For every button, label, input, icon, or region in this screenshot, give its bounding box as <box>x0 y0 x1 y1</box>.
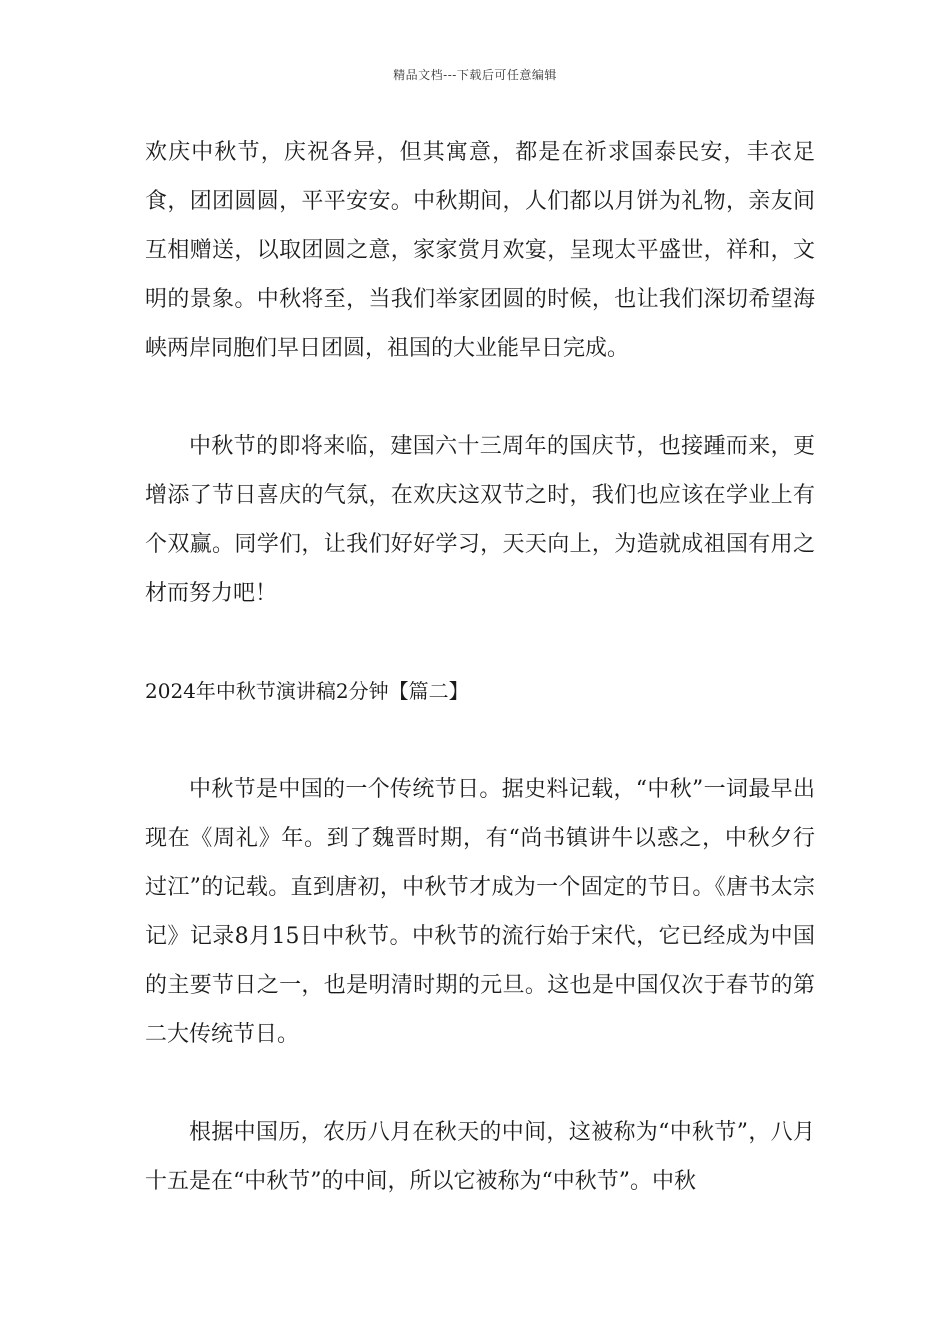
document-body <box>145 128 815 1206</box>
paragraph-3: 中秋节是中国的一个传统节日。据史料记载，“中秋”一词最早出现在《周礼》年。到了魏晋时期，有“尚书镇讲牛以惑之，中秋夕行过江”的记载。直到唐初，中秋节才成为一个固定的节日。《唐书太宗记》记录8月15日中秋节。中秋节的流行始于宋代，它已经成为中国的主要节日之一，也是明清时期的元旦。这也是中国仅次于春节的第二大传统节日。 <box>145 777 815 1047</box>
section-heading: 2024年中秋节演讲稿2分钟【篇二】 <box>145 679 469 703</box>
paragraph-2: 中秋节的即将来临，建国六十三周年的国庆节，也接踵而来，更增添了节日喜庆的气氛，在欢庆这双节之时，我们也应该在学业上有个双赢。同学们，让我们好好学习，天天向上，为造就成祖国有用之材而努力吧！ <box>145 434 815 606</box>
page-header: 精品文档---下载后可任意编辑 <box>393 68 557 82</box>
paragraph-1: 欢庆中秋节，庆祝各异，但其寓意，都是在祈求国泰民安，丰衣足食，团团圆圆，平平安安。中秋期间，人们都以月饼为礼物，亲友间互相赠送，以取团圆之意，家家赏月欢宴，呈现太平盛世，祥和，文明的景象。中秋将至，当我们举家团圆的时候，也让我们深切希望海峡两岸同胞们早日团圆，祖国的大业能早日完成。 <box>145 140 815 361</box>
paragraph-gap <box>145 1059 815 1108</box>
paragraph-gap <box>145 373 815 422</box>
paragraph-4: 根据中国历，农历八月在秋天的中间，这被称为“中秋节”，八月十五是在“中秋节”的中间，所以它被称为“中秋节”。中秋 <box>145 1120 815 1194</box>
paragraph-gap <box>145 618 815 667</box>
paragraph-gap <box>145 716 815 765</box>
